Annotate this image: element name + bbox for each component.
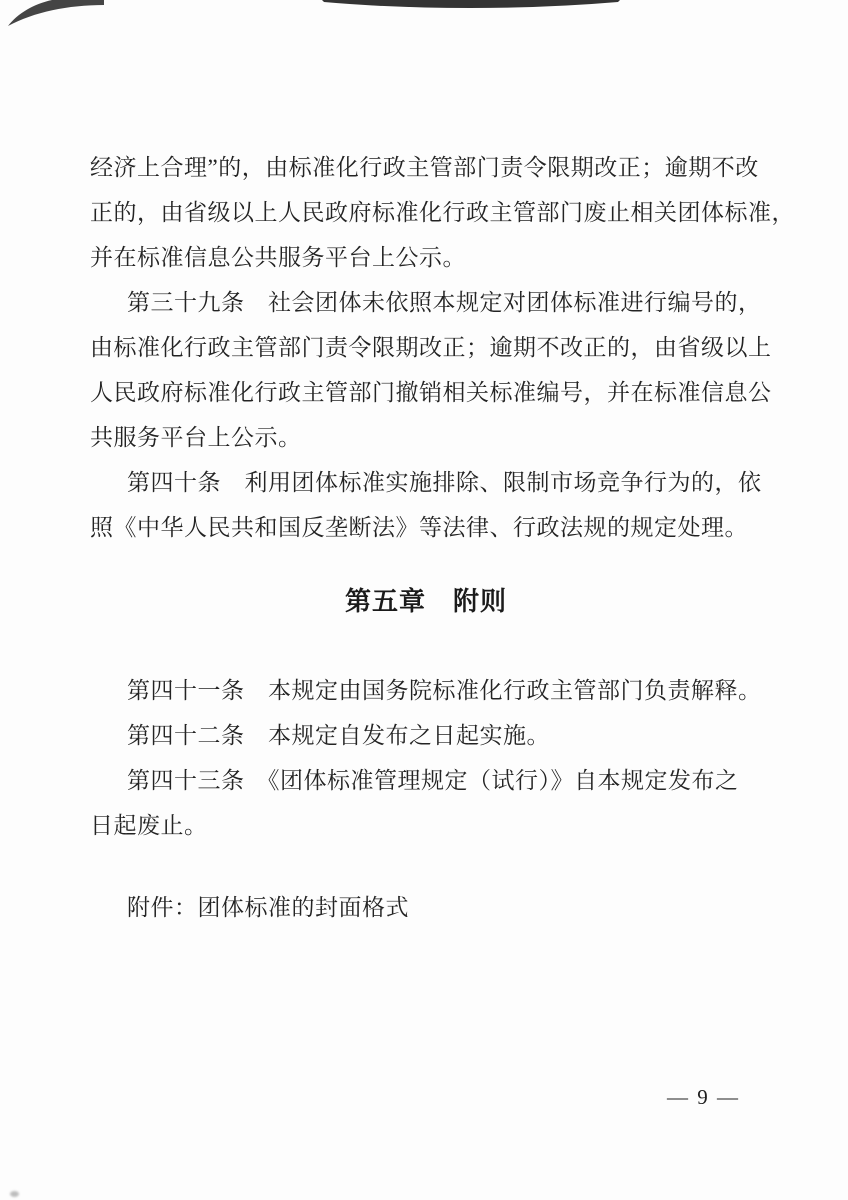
scan-artifact-speck bbox=[10, 1191, 19, 1197]
body-line-article38-continuation-3: 并在标准信息公共服务平台上公示。 bbox=[90, 245, 466, 270]
body-line-article39-1: 第三十九条 社会团体未依照本规定对团体标准进行编号的， bbox=[127, 290, 762, 315]
body-line-article41: 第四十一条 本规定由国务院标准化行政主管部门负责解释。 bbox=[127, 678, 762, 703]
body-line-article39-2: 由标准化行政主管部门责令限期改正；逾期不改正的，由省级以上 bbox=[90, 335, 772, 360]
scan-artifact-edge-band-icon bbox=[322, 0, 620, 10]
attachment-note: 附件：团体标准的封面格式 bbox=[127, 895, 409, 920]
document-body bbox=[90, 145, 795, 1120]
body-line-article39-4: 共服务平台上公示。 bbox=[90, 425, 302, 450]
body-line-article38-continuation-2: 正的，由省级以上人民政府标准化行政主管部门废止相关团体标准， bbox=[90, 200, 795, 225]
page-number: — 9 — bbox=[667, 1085, 740, 1109]
body-line-article38-continuation-1: 经济上合理”的，由标准化行政主管部门责令限期改正；逾期不改 bbox=[90, 155, 759, 180]
body-line-article43-1: 第四十三条 《团体标准管理规定（试行）》自本规定发布之 bbox=[127, 768, 739, 793]
body-line-article42: 第四十二条 本规定自发布之日起实施。 bbox=[127, 723, 550, 748]
chapter-heading: 第五章 附则 bbox=[344, 586, 507, 616]
body-line-article43-2: 日起废止。 bbox=[90, 813, 208, 838]
body-line-article40-2: 照《中华人民共和国反垄断法》等法律、行政法规的规定处理。 bbox=[90, 515, 748, 540]
body-line-article40-1: 第四十条 利用团体标准实施排除、限制市场竞争行为的，依 bbox=[127, 470, 762, 495]
scan-artifact-page-curl-icon bbox=[0, 0, 110, 32]
body-line-article39-3: 人民政府标准化行政主管部门撤销相关标准编号，并在标准信息公 bbox=[90, 380, 772, 405]
